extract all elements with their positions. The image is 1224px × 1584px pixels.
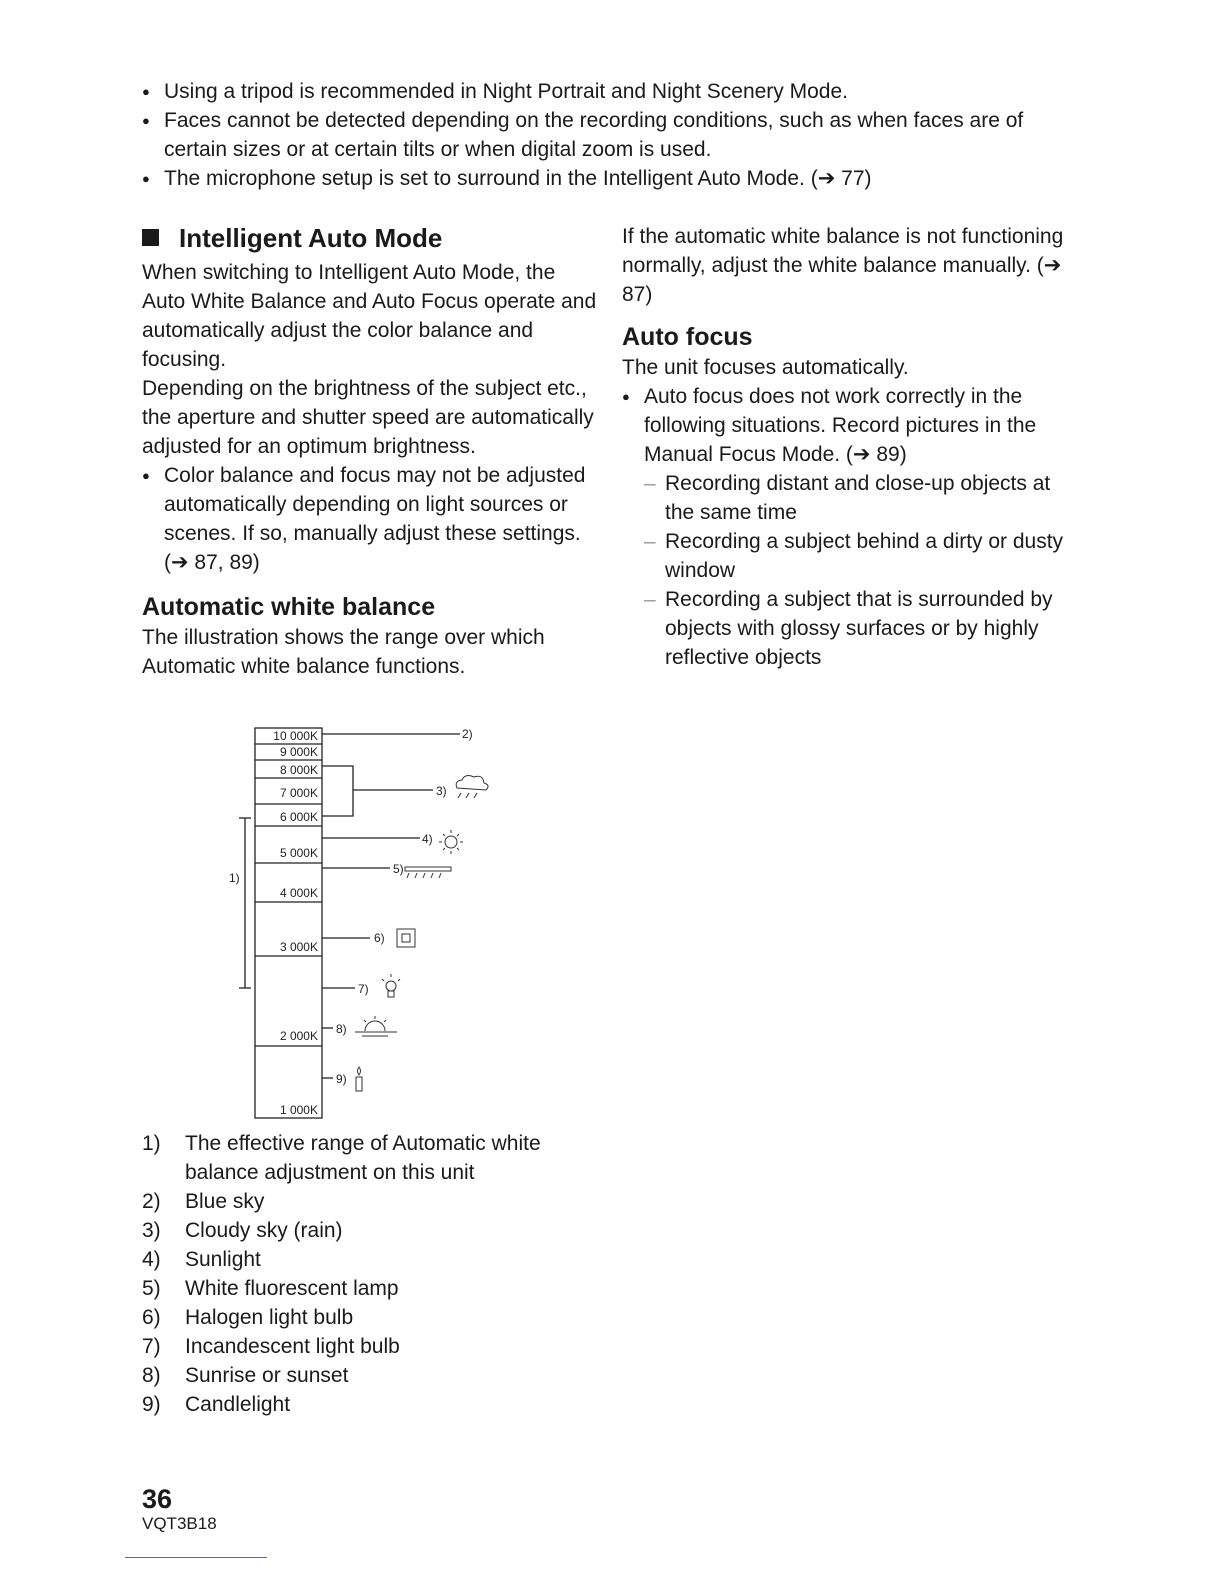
list-item: 4) Sunlight	[142, 1248, 261, 1271]
intelligent-auto-heading-text: Intelligent Auto Mode	[179, 223, 443, 253]
bottom-rule	[125, 1557, 267, 1558]
scale-label: 3 000K	[279, 940, 318, 954]
scale-label: 5 000K	[279, 846, 318, 860]
pointer-label: 1)	[229, 871, 240, 885]
pointer-label: 2)	[462, 727, 473, 741]
candle-icon	[358, 1067, 361, 1075]
bracket-3	[322, 766, 353, 816]
scale-label: 6 000K	[279, 810, 318, 824]
list-item: 5) White fluorescent lamp	[142, 1277, 399, 1300]
auto-focus-intro: The unit focuses automatically.	[622, 356, 909, 379]
cloud-icon	[456, 776, 488, 790]
pointer-label: 3)	[436, 784, 447, 798]
square-bullet-icon	[142, 229, 159, 246]
scale-label: 8 000K	[279, 763, 318, 777]
auto-focus-bullet: ● Auto focus does not work correctly in the following situations. Record pictures in the Manual Focus Mode. (➔ 89)	[622, 382, 1077, 469]
awb-manual-note: If the automatic white balance is not functioning normally, adjust the white balance manually. (➔ 87)	[622, 225, 1064, 306]
situation-item: – Recording a subject behind a dirty or dusty window	[622, 527, 1077, 585]
page-footer	[142, 1484, 217, 1534]
scale-label: 2 000K	[279, 1029, 318, 1043]
awb-heading: Automatic white balance	[142, 593, 436, 621]
situation-item: – Recording distant and close-up objects at the same time	[622, 469, 1077, 527]
intelligent-auto-para1: When switching to Intelligent Auto Mode, the Auto White Balance and Auto Focus operate and automatically adjust the color balance and focusing.	[142, 261, 597, 371]
document-code: VQT3B18	[142, 1514, 217, 1533]
scale-label: 9 000K	[279, 745, 318, 759]
note-faces: ● Faces cannot be detected depending on the recording conditions, such as when faces are of certain sizes or at certain tilts or when digital zoom is used.	[142, 106, 1082, 164]
list-item: 8) Sunrise or sunset	[142, 1364, 349, 1387]
note-microphone: ● The microphone setup is set to surround in the Intelligent Auto Mode. (➔ 77)	[142, 164, 1082, 193]
situation-item: – Recording a subject that is surrounded by objects with glossy surfaces or by highly reflective objects	[622, 585, 1077, 672]
list-item: 1) The effective range of Automatic white balance adjustment on this unit	[142, 1132, 541, 1184]
list-item: 2) Blue sky	[142, 1190, 265, 1213]
note-tripod: ● Using a tripod is recommended in Night Portrait and Night Scenery Mode.	[142, 77, 1082, 106]
list-item: 6) Halogen light bulb	[142, 1306, 354, 1329]
sunrise-icon	[365, 1021, 385, 1031]
scale-label: 10 000K	[273, 729, 318, 743]
awb-legend-list	[142, 1129, 597, 1419]
intelligent-auto-para2: Depending on the brightness of the subject etc., the aperture and shutter speed are automatically adjusted for an optimum brightness.	[142, 377, 594, 458]
auto-focus-heading: Auto focus	[622, 323, 753, 351]
pointer-label: 5)	[393, 862, 404, 876]
pointer-label: 7)	[358, 982, 369, 996]
pointer-label: 6)	[374, 931, 385, 945]
list-item: 9) Candlelight	[142, 1393, 291, 1416]
scale-label: 7 000K	[279, 786, 318, 800]
incandescent-bulb-icon	[386, 981, 396, 991]
pointer-label: 9)	[336, 1072, 347, 1086]
page-number: 36	[142, 1484, 173, 1514]
top-notes	[142, 77, 1082, 193]
halogen-bulb-icon	[397, 929, 415, 947]
intelligent-auto-bullet: ● Color balance and focus may not be adjusted automatically depending on light sources or scenes. If so, manually adjust these settings. (➔ 87, 89)	[142, 461, 597, 577]
white-balance-diagram	[225, 722, 515, 1127]
scale-label: 1 000K	[279, 1103, 318, 1117]
list-item: 7) Incandescent light bulb	[142, 1335, 400, 1358]
right-column	[622, 222, 1077, 672]
pointer-label: 8)	[336, 1022, 347, 1036]
intelligent-auto-heading	[142, 222, 597, 254]
list-item: 3) Cloudy sky (rain)	[142, 1219, 343, 1242]
pointer-label: 4)	[422, 832, 433, 846]
sun-icon	[445, 836, 457, 848]
scale-label: 4 000K	[279, 886, 318, 900]
fluorescent-lamp-icon	[405, 867, 451, 871]
awb-intro: The illustration shows the range over which Automatic white balance functions.	[142, 626, 545, 678]
